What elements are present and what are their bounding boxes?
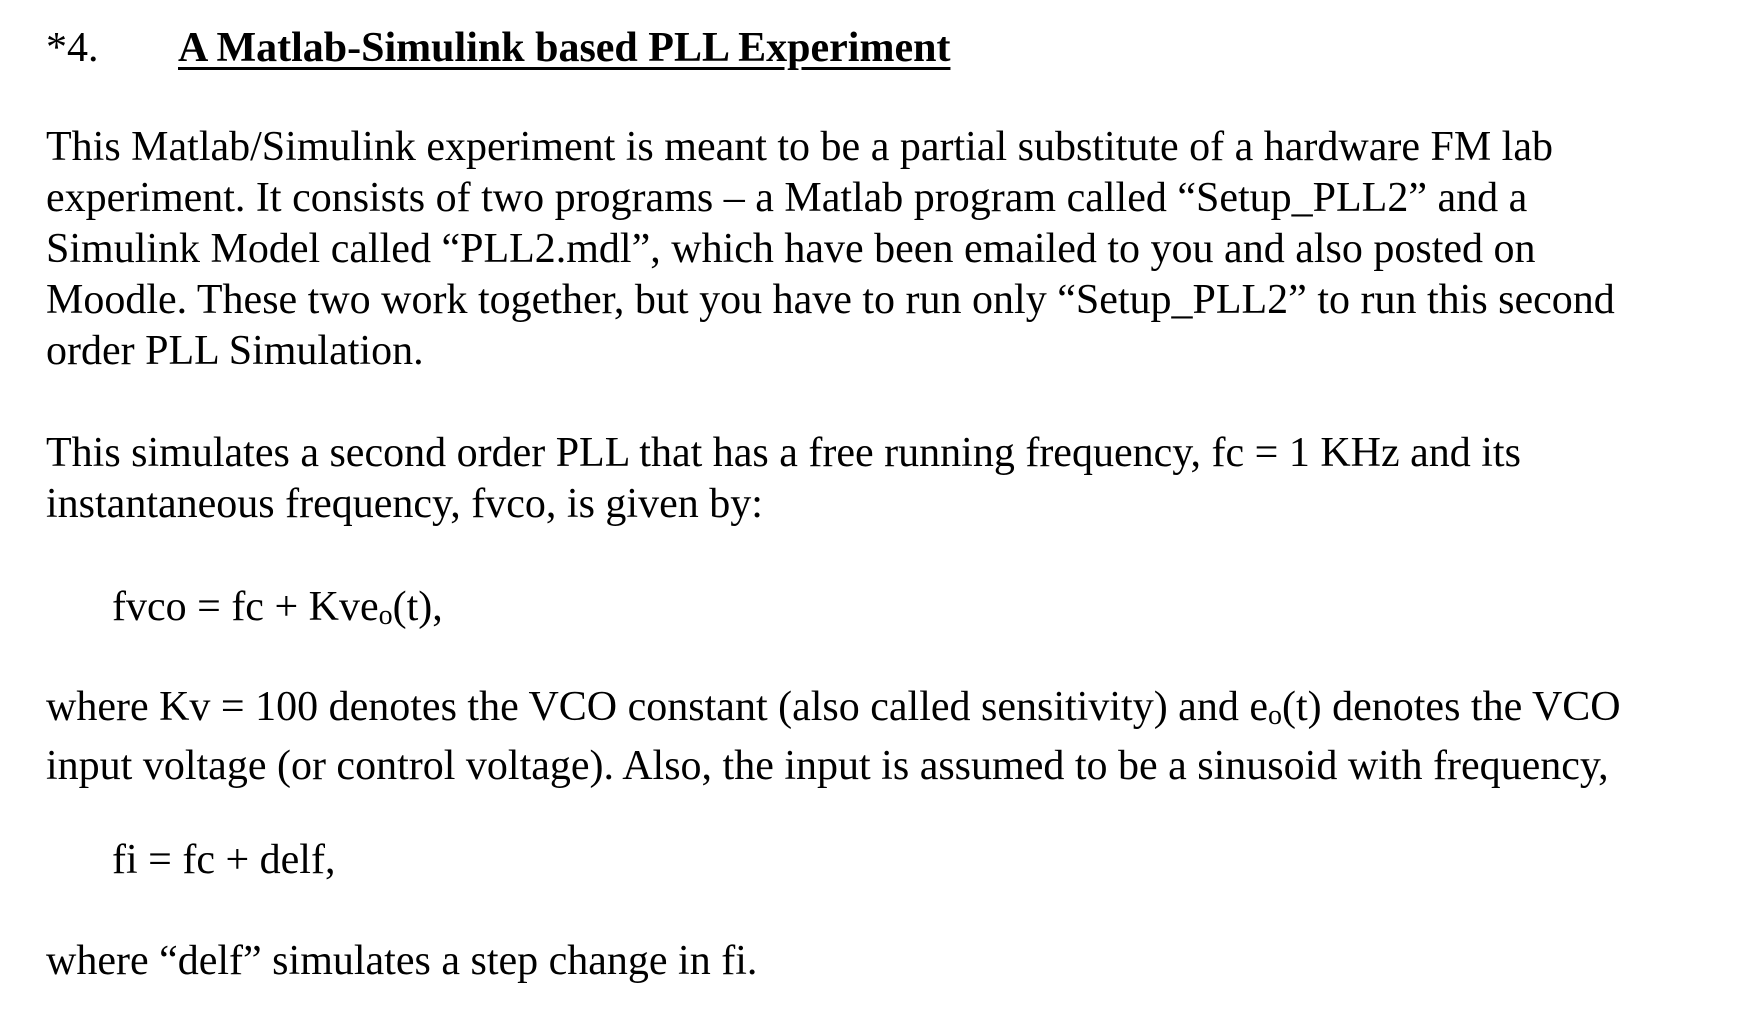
simulation-line-1: This simulates a second order PLL that has a free running frequency, fc = 1 KHz and its <box>46 430 1521 476</box>
simulation-paragraph <box>46 428 1716 530</box>
vco-equation-end: (t), <box>392 584 443 630</box>
section-title: A Matlab-Simulink based PLL Experiment <box>178 25 951 71</box>
definition-line-1 <box>46 682 1716 741</box>
intro-paragraph <box>46 122 1716 377</box>
definition-line-1-start: where Kv = 100 denotes the VCO constant (also called sensitivity) and e <box>46 684 1268 730</box>
intro-line-1: This Matlab/Simulink experiment is meant to be a partial substitute of a hardware FM lab <box>46 124 1553 170</box>
simulation-line-2: instantaneous frequency, fvco, is given by: <box>46 481 763 527</box>
section-number: *4. <box>46 25 99 71</box>
vco-frequency-equation <box>112 582 443 641</box>
definition-subscript: o <box>1267 700 1282 731</box>
section-heading <box>46 22 950 74</box>
definition-paragraph <box>46 682 1716 792</box>
definition-line-2: input voltage (or control voltage). Also, the input is assumed to be a sinusoid with frequency, <box>46 743 1609 789</box>
input-frequency-equation: fi = fc + delf, <box>112 837 336 883</box>
intro-line-5: order PLL Simulation. <box>46 328 424 374</box>
vco-equation-subscript: o <box>378 600 393 631</box>
intro-line-3: Simulink Model called “PLL2.mdl”, which have been emailed to you and also posted on <box>46 226 1536 272</box>
step-change-paragraph <box>46 936 1716 987</box>
intro-line-4: Moodle. These two work together, but you have to run only “Setup_PLL2” to run this second <box>46 277 1615 323</box>
vco-equation-main: fvco = fc + Kve <box>112 584 379 630</box>
step-change-line: where “delf” simulates a step change in fi. <box>46 938 758 984</box>
intro-line-2: experiment. It consists of two programs – a Matlab program called “Setup_PLL2” and a <box>46 175 1528 221</box>
definition-line-1-end: (t) denotes the VCO <box>1281 684 1621 730</box>
